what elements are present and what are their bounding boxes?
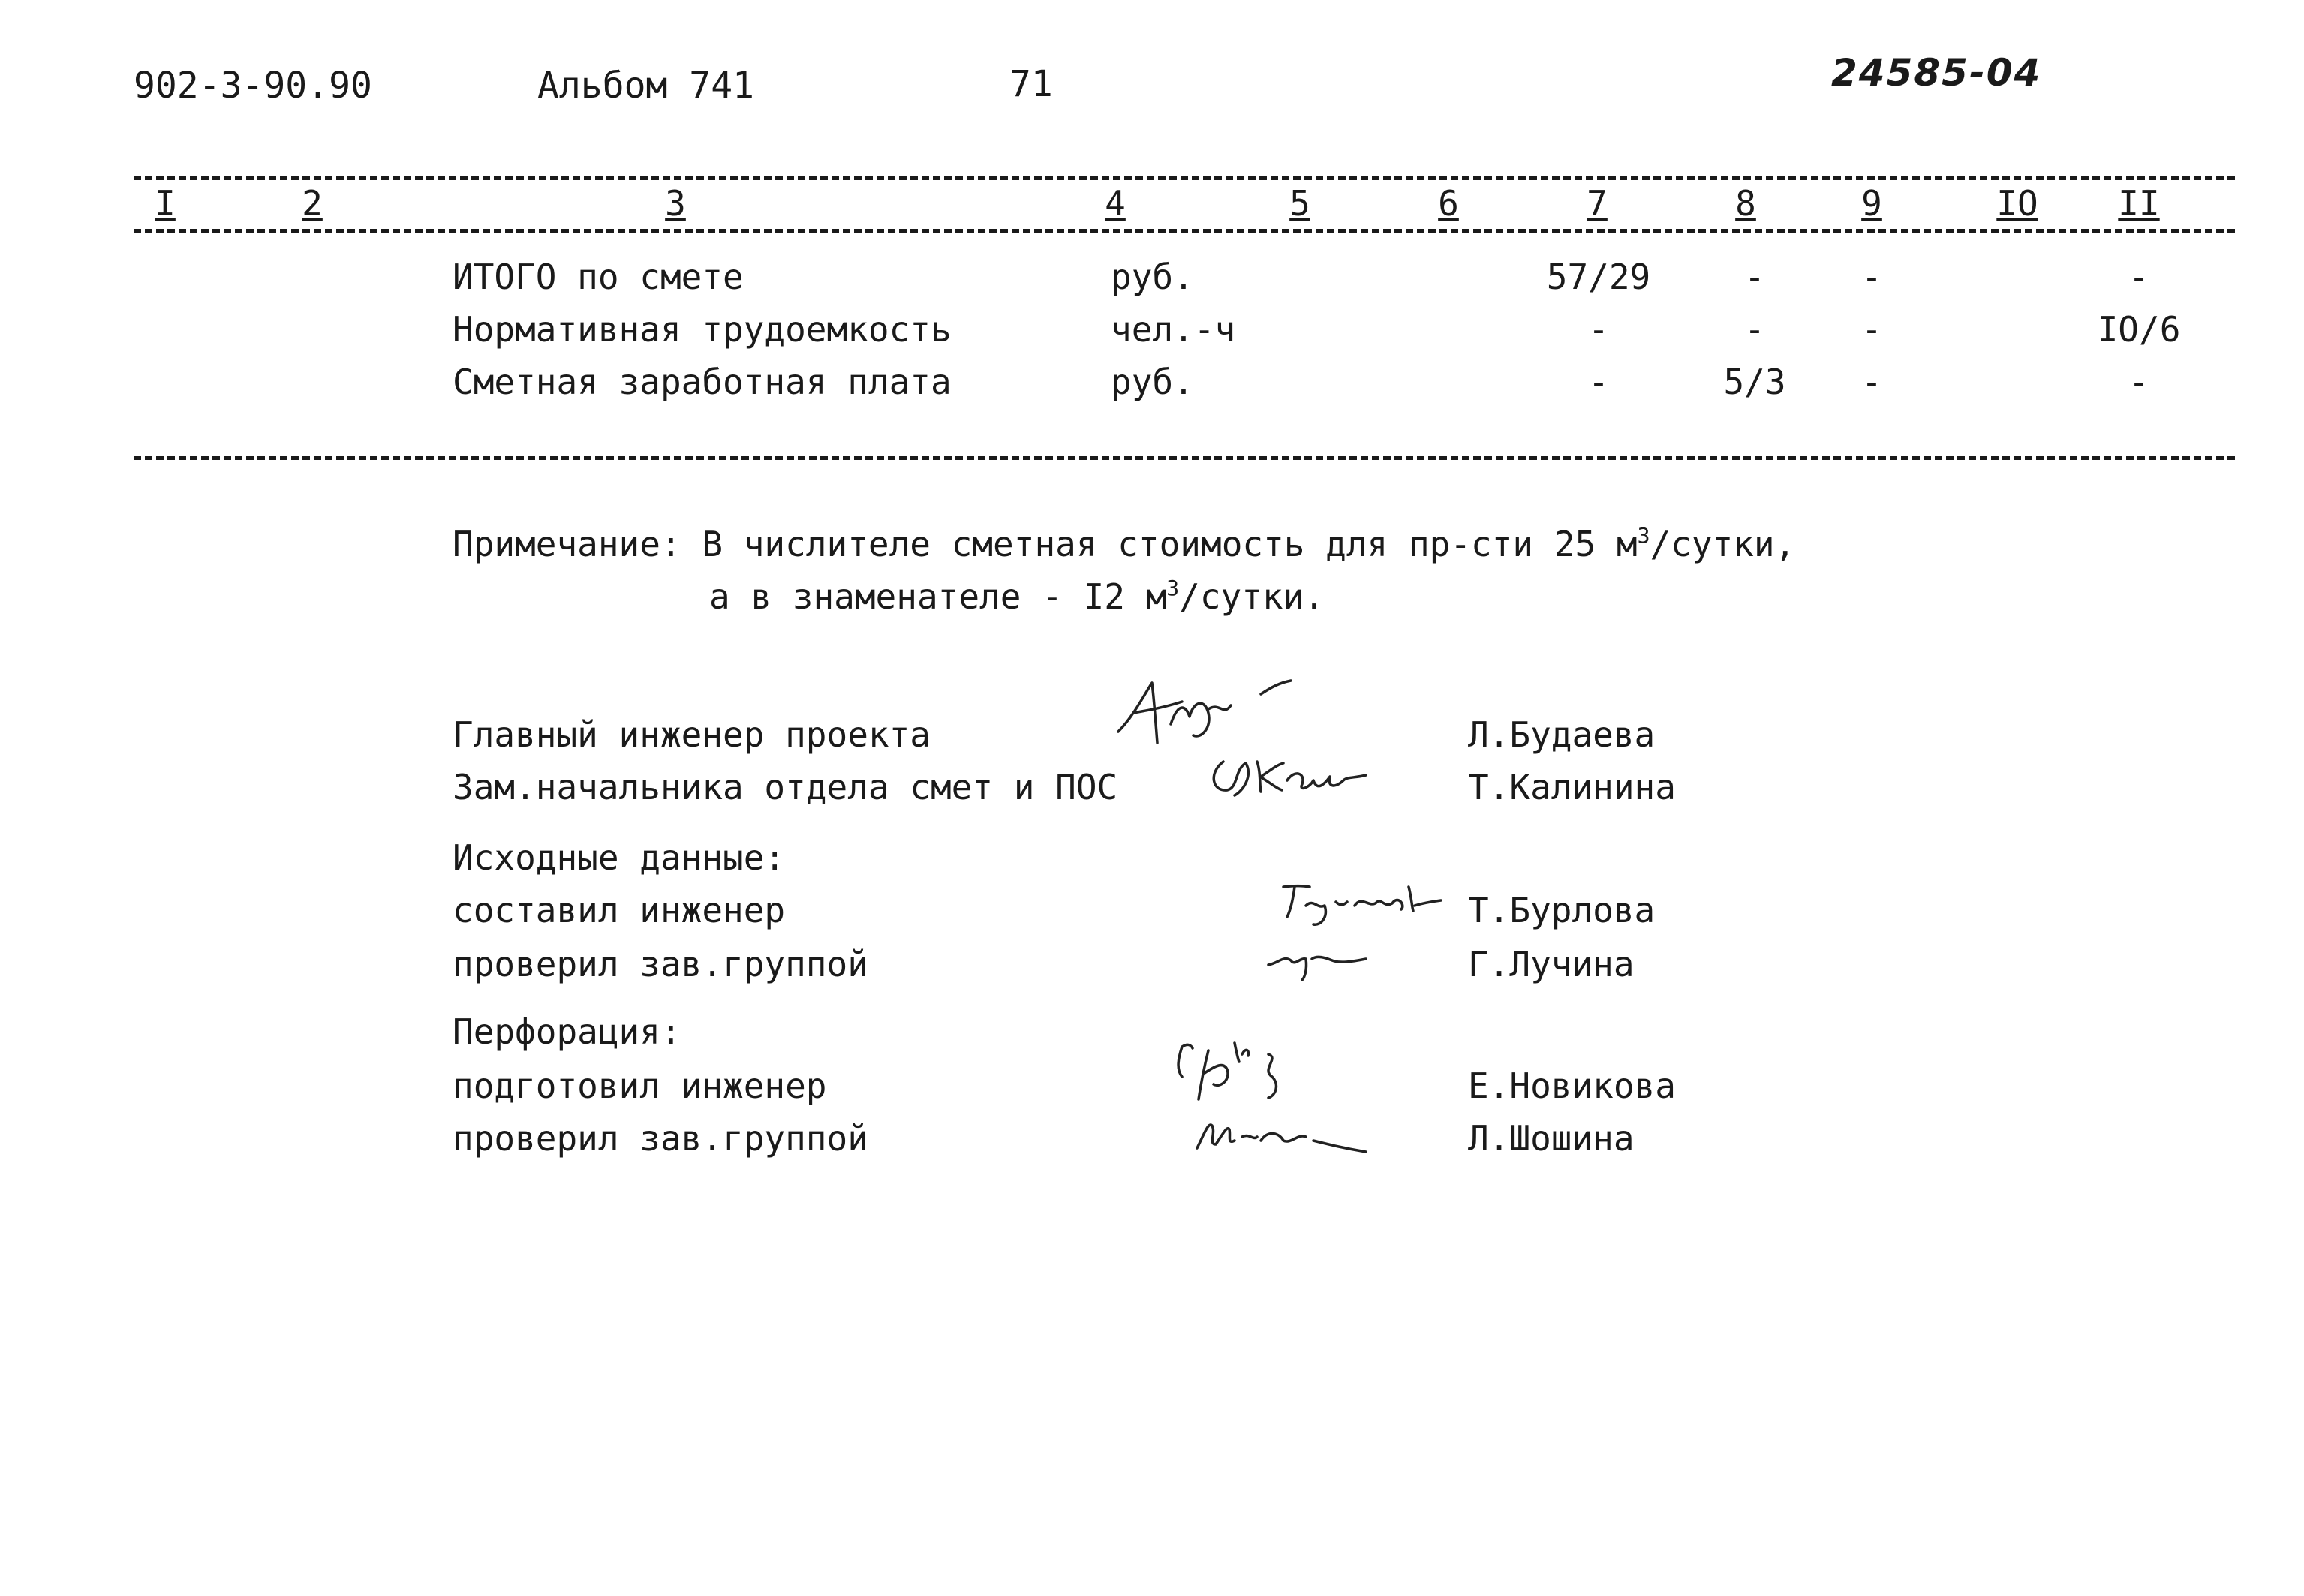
prepared-role: подготовил инженер bbox=[453, 1066, 827, 1106]
row-labor-col8: - bbox=[1744, 309, 1765, 350]
column-header-6: 6 bbox=[1438, 183, 1459, 224]
row-labor-name: Нормативная трудоемкость bbox=[453, 309, 952, 350]
row-wages-col8: 5/3 bbox=[1723, 362, 1786, 402]
signature-kalinina bbox=[1201, 747, 1381, 807]
column-header-2: 2 bbox=[302, 183, 323, 224]
row-total-col11: - bbox=[2128, 257, 2149, 297]
page-number: 71 bbox=[1009, 63, 1053, 105]
row-total-col9: - bbox=[1861, 257, 1882, 297]
column-header-11: II bbox=[2118, 183, 2160, 224]
row-wages-col7: - bbox=[1588, 362, 1609, 402]
column-header-8: 8 bbox=[1735, 183, 1756, 224]
checked2-name: Л.Шошина bbox=[1468, 1118, 1635, 1159]
row-wages-col9: - bbox=[1861, 362, 1882, 402]
column-header-3: 3 bbox=[665, 183, 686, 224]
row-wages-col11: - bbox=[2128, 362, 2149, 402]
row-labor-col7: - bbox=[1588, 309, 1609, 350]
signature-burlova bbox=[1272, 872, 1445, 932]
table-header-rule bbox=[134, 229, 2235, 233]
table-bottom-rule bbox=[134, 456, 2235, 460]
deputy-head-role: Зам.начальника отдела смет и ПОС bbox=[453, 767, 1118, 807]
note-line-1: Примечание: В числителе сметная стоимость для пр-сти 25 $м^3$/сутки, bbox=[453, 523, 1796, 564]
row-labor-col9: - bbox=[1861, 309, 1882, 350]
prepared-name: Е.Новикова bbox=[1468, 1066, 1676, 1106]
column-header-5: 5 bbox=[1289, 183, 1310, 224]
checked1-role: проверил зав.группой bbox=[453, 944, 868, 984]
album-label: Альбом 741 bbox=[537, 65, 754, 107]
row-total-col8: - bbox=[1744, 257, 1765, 297]
row-labor-col11: IO/6 bbox=[2097, 309, 2181, 350]
compiled-name: Т.Бурлова bbox=[1468, 890, 1656, 930]
document-code: 902-3-90.90 bbox=[134, 65, 372, 107]
compiled-role: составил инженер bbox=[453, 890, 786, 930]
checked2-role: проверил зав.группой bbox=[453, 1118, 868, 1159]
column-header-4: 4 bbox=[1105, 183, 1126, 224]
perforation-heading: Перфорация: bbox=[453, 1011, 681, 1052]
source-data-heading: Исходные данные: bbox=[453, 837, 786, 878]
inventory-number: 24585-04 bbox=[1831, 51, 2042, 95]
row-total-col7: 57/29 bbox=[1546, 257, 1651, 297]
column-header-1: I bbox=[155, 183, 176, 224]
signature-shoshina bbox=[1186, 1103, 1381, 1163]
column-header-10: IO bbox=[1996, 183, 2038, 224]
note-line-2: а в знаменателе - I2 $м^3$/сутки. bbox=[709, 576, 1325, 617]
checked1-name: Г.Лучина bbox=[1468, 944, 1635, 984]
chief-engineer-name: Л.Будаева bbox=[1468, 714, 1656, 755]
deputy-head-name: Т.Калинина bbox=[1468, 767, 1676, 807]
column-header-7: 7 bbox=[1587, 183, 1608, 224]
chief-engineer-role: Главный инженер проекта bbox=[453, 714, 931, 755]
row-total-unit: руб. bbox=[1111, 257, 1194, 297]
row-wages-unit: руб. bbox=[1111, 362, 1194, 402]
signature-luchina bbox=[1261, 936, 1381, 981]
signature-novikova bbox=[1167, 1032, 1317, 1114]
row-wages-name: Сметная заработная плата bbox=[453, 362, 952, 402]
column-header-9: 9 bbox=[1861, 183, 1882, 224]
row-total-name: ИТОГО по смете bbox=[453, 257, 744, 297]
table-top-rule bbox=[134, 176, 2235, 180]
signature-budaeva bbox=[1111, 672, 1306, 754]
row-labor-unit: чел.-ч bbox=[1111, 309, 1236, 350]
